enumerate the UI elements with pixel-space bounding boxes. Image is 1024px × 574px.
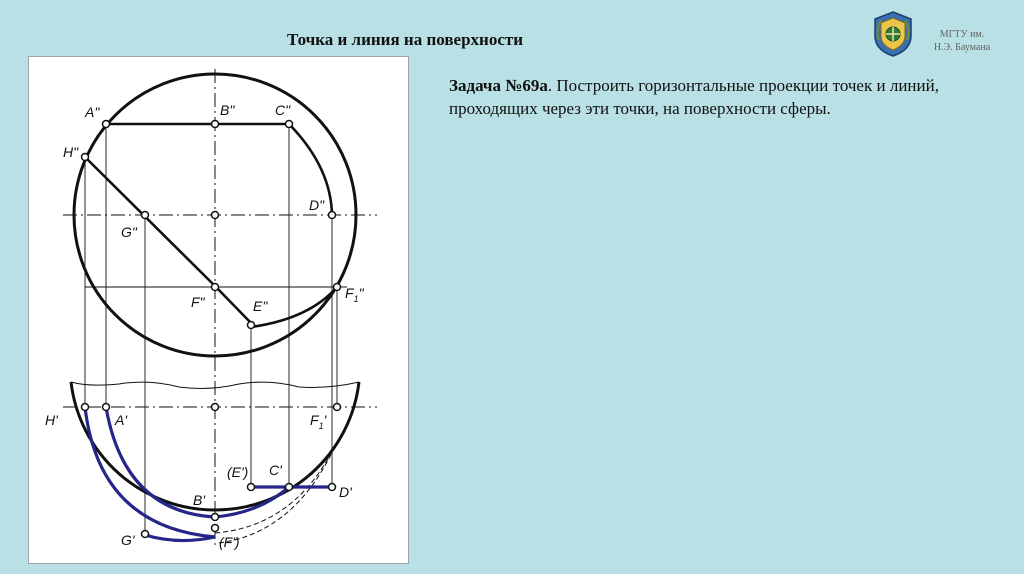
task-description: . Построить горизонтальные проекции точек и линий, проходящих через эти точки, на поверхности сферы. [449, 76, 939, 118]
label-F2: F" [191, 294, 205, 310]
university-name [922, 28, 1002, 54]
label-D1: D' [339, 484, 352, 500]
hidden-arc-2 [219, 437, 339, 543]
label-B1: B' [193, 492, 206, 508]
label-A1: A' [115, 412, 128, 428]
drawing-panel [28, 56, 409, 564]
construction-arc-H [85, 407, 215, 537]
label-G2: G" [121, 224, 137, 240]
label-H2: H" [63, 144, 79, 160]
label-F11: $F_1'$ [310, 412, 327, 431]
task-label: Задача №69а [449, 76, 548, 95]
label-E1: (E') [227, 464, 249, 480]
label-C2: C" [275, 102, 291, 118]
line-H2-E2 [85, 157, 251, 323]
label-H1: H' [45, 412, 58, 428]
label-F1: (F') [219, 534, 240, 550]
label-B2: B" [220, 102, 235, 118]
university-crest-icon [871, 10, 915, 58]
label-C1: C' [269, 462, 282, 478]
label-G1: G' [121, 532, 135, 548]
sphere-projection-diagram [29, 57, 410, 565]
org-line-2: Н.Э. Баумана [933, 42, 991, 53]
label-A2: A" [85, 104, 100, 120]
label-F1-2: $F_1$" [345, 285, 364, 304]
task-text [449, 74, 1009, 120]
label-E2: E" [253, 298, 268, 314]
label-D2: D" [309, 197, 325, 213]
slide-title: Точка и линия на поверхности [287, 30, 524, 49]
org-line-1: МГТУ им. [939, 29, 985, 40]
